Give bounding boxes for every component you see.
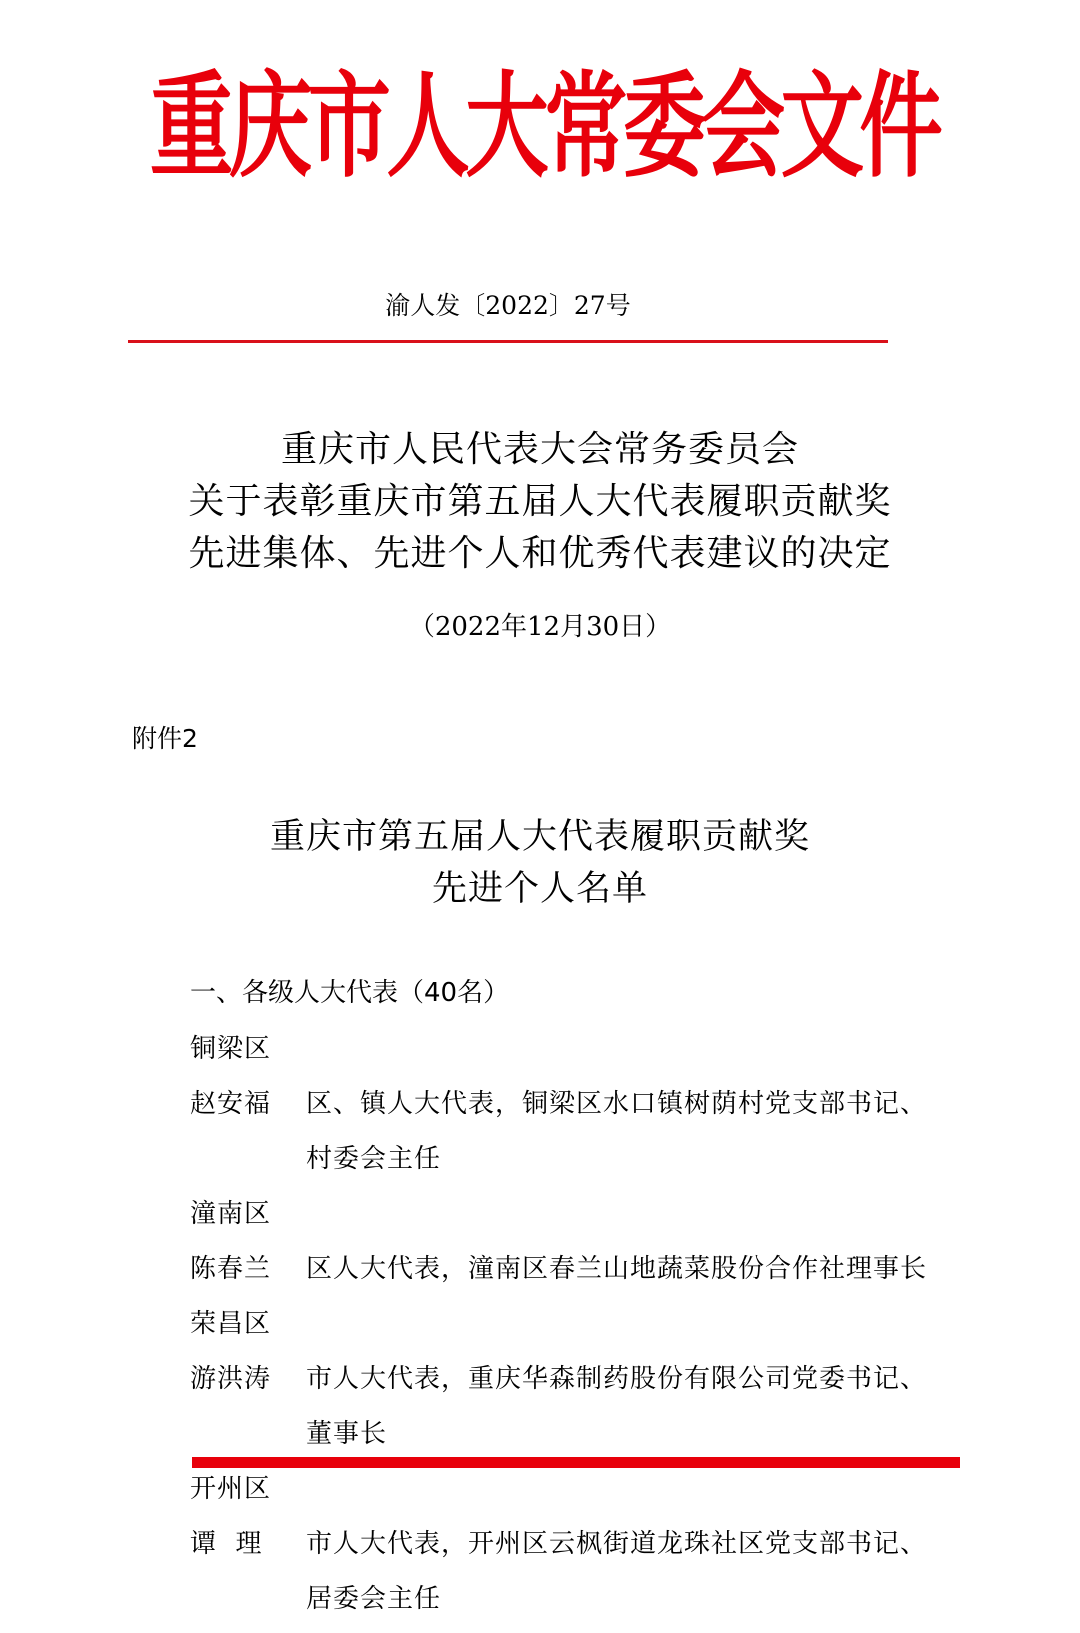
person-name: 游洪涛 bbox=[190, 1364, 272, 1394]
person-description: 市人大代表，重庆华森制药股份有限公司党委书记、 bbox=[306, 1364, 928, 1394]
decision-title-line-1: 重庆市人民代表大会常务委员会 bbox=[280, 429, 799, 470]
red-separator-line bbox=[192, 1457, 960, 1468]
document-masthead: 重庆市人大常委会文件 bbox=[150, 59, 939, 193]
person-description: 区、镇人大代表，铜梁区水口镇树荫村党支部书记、 bbox=[306, 1089, 928, 1119]
person-description: 市人大代表，开州区云枫街道龙珠社区党支部书记、 bbox=[306, 1529, 928, 1559]
district-label: 开州区 bbox=[190, 1474, 272, 1504]
list-title-line-2: 先进个人名单 bbox=[431, 869, 648, 909]
district-label: 荣昌区 bbox=[190, 1309, 272, 1339]
person-description-continued: 居委会主任 bbox=[306, 1584, 442, 1614]
district-label: 铜梁区 bbox=[190, 1034, 272, 1064]
person-description: 区人大代表，潼南区春兰山地蔬菜股份合作社理事长 bbox=[306, 1254, 928, 1284]
person-description-continued: 村委会主任 bbox=[306, 1144, 442, 1174]
person-name: 赵安福 bbox=[190, 1089, 272, 1119]
decision-title-line-3: 先进集体、先进个人和优秀代表建议的决定 bbox=[188, 533, 892, 574]
district-label: 潼南区 bbox=[190, 1199, 272, 1229]
document-number: 渝人发〔2022〕27号 bbox=[385, 291, 631, 320]
list-title-line-1: 重庆市第五届人大代表履职贡献奖 bbox=[269, 817, 810, 857]
attachment-label: 附件2 bbox=[132, 724, 198, 753]
person-name: 陈春兰 bbox=[190, 1254, 272, 1284]
header-divider bbox=[128, 340, 888, 343]
section-heading: 一、各级人大代表（40名） bbox=[190, 978, 510, 1008]
person-name: 谭 理 bbox=[190, 1529, 263, 1559]
person-description-continued: 董事长 bbox=[306, 1419, 388, 1449]
decision-date: （2022年12月30日） bbox=[408, 612, 672, 642]
decision-title-line-2: 关于表彰重庆市第五届人大代表履职贡献奖 bbox=[188, 481, 892, 522]
